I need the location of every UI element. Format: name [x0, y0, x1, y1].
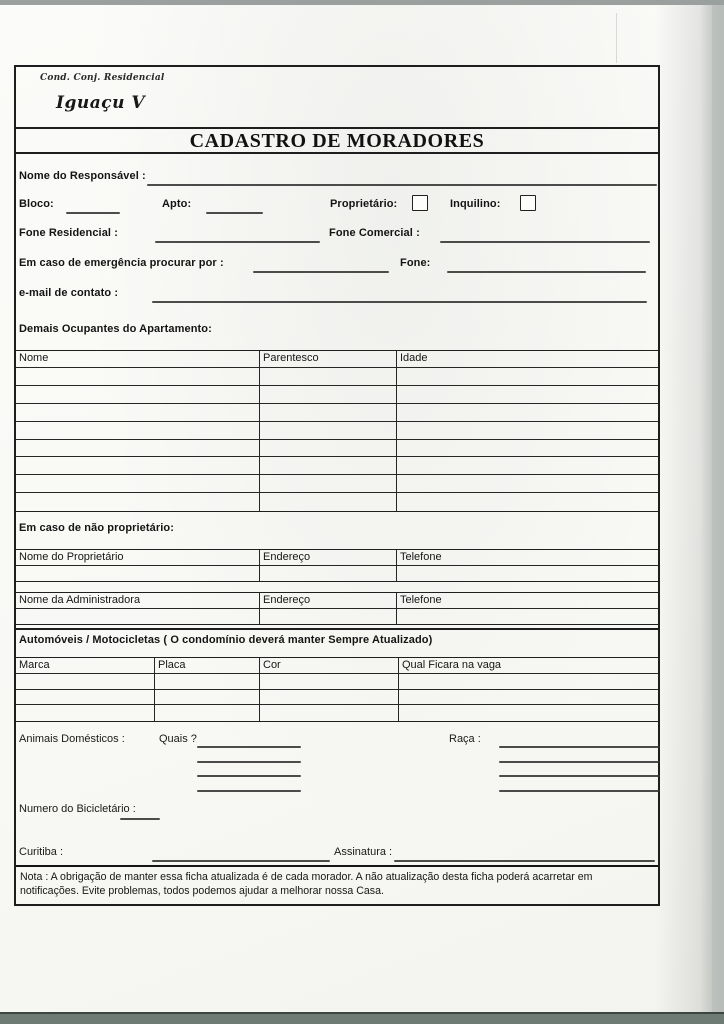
column-header: Nome — [16, 351, 260, 367]
empty-cell[interactable] — [397, 457, 658, 474]
city-date-line[interactable] — [152, 860, 330, 862]
empty-cell[interactable] — [397, 493, 658, 511]
empty-cell[interactable] — [260, 422, 397, 439]
vehicles-table — [16, 657, 658, 722]
empty-cell[interactable] — [260, 386, 397, 403]
table-row — [16, 475, 658, 493]
signature-label: Assinatura : — [334, 846, 393, 858]
paper-sheet — [0, 5, 712, 1014]
table-row — [16, 705, 658, 721]
fill-in-line[interactable] — [197, 790, 301, 792]
email-label: e-mail de contato : — [19, 287, 119, 299]
table-row — [16, 440, 658, 458]
empty-cell[interactable] — [16, 422, 260, 439]
empty-cell[interactable] — [260, 440, 397, 457]
empty-cell[interactable] — [399, 690, 658, 705]
empty-cell[interactable] — [16, 609, 260, 624]
table-row — [16, 690, 658, 706]
table-header-row — [16, 351, 658, 368]
empty-cell[interactable] — [16, 690, 155, 705]
column-header: Cor — [260, 658, 399, 673]
table-row — [16, 386, 658, 404]
fill-in-line[interactable] — [499, 746, 660, 748]
emergency-fone-line[interactable] — [447, 271, 646, 273]
table-row — [16, 566, 658, 581]
empty-cell[interactable] — [397, 404, 658, 421]
empty-cell[interactable] — [397, 609, 658, 624]
paper-crease — [616, 13, 617, 63]
empty-cell[interactable] — [16, 705, 155, 721]
column-header: Telefone — [400, 551, 442, 563]
table-row — [16, 422, 658, 440]
non-owner-section-label: Em caso de não proprietário: — [19, 522, 175, 534]
table-row — [16, 457, 658, 475]
empty-cell[interactable] — [260, 609, 397, 624]
city-date-label: Curitiba : — [19, 846, 64, 858]
fill-in-line[interactable] — [197, 761, 301, 763]
table-row — [16, 609, 658, 624]
emergency-contact-label: Em caso de emergência procurar por : — [19, 257, 224, 269]
empty-cell[interactable] — [16, 457, 260, 474]
pets-quais-lines — [197, 746, 301, 792]
empty-cell[interactable] — [155, 690, 260, 705]
empty-cell[interactable] — [260, 404, 397, 421]
column-header: Placa — [155, 658, 260, 673]
scanner-edge-right — [700, 5, 724, 1012]
table-header-row — [16, 658, 658, 674]
table-row — [16, 368, 658, 386]
empty-cell[interactable] — [397, 386, 658, 403]
column-header: Nome do Proprietário — [16, 550, 260, 565]
administrator-table — [16, 592, 658, 625]
note-box — [16, 865, 658, 906]
pets-quais-label: Quais ? — [159, 733, 197, 745]
empty-cell[interactable] — [397, 422, 658, 439]
fone-comercial-label: Fone Comercial : — [329, 227, 420, 239]
apto-label: Apto: — [162, 198, 192, 210]
occupants-section-label: Demais Ocupantes do Apartamento: — [19, 323, 212, 335]
emergency-fone-label: Fone: — [400, 257, 431, 269]
form-title: CADASTRO DE MORADORES — [189, 130, 485, 152]
column-header: Parentesco — [260, 351, 397, 367]
owner-table — [16, 549, 658, 582]
empty-cell[interactable] — [16, 404, 260, 421]
table-row — [16, 404, 658, 422]
inquilino-label: Inquilino: — [450, 198, 501, 210]
bloco-label: Bloco: — [19, 198, 54, 210]
inquilino-checkbox[interactable] — [520, 195, 536, 211]
pets-raca-lines — [499, 746, 660, 792]
proprietario-label: Proprietário: — [330, 198, 398, 210]
vehicles-section-label: Automóveis / Motocicletas ( O condomínio deverá manter Sempre Atualizado) — [19, 634, 433, 646]
empty-cell[interactable] — [260, 690, 399, 705]
empty-cell[interactable] — [260, 368, 397, 385]
column-header: Endereço — [260, 593, 397, 608]
empty-cell[interactable] — [16, 368, 260, 385]
emergency-contact-line[interactable] — [253, 271, 389, 273]
fill-in-line[interactable] — [197, 775, 301, 777]
signature-line[interactable] — [394, 860, 655, 862]
empty-cell[interactable] — [16, 440, 260, 457]
title-band — [16, 127, 658, 154]
fone-residencial-label: Fone Residencial : — [19, 227, 118, 239]
empty-cell[interactable] — [397, 566, 658, 581]
empty-cell[interactable] — [397, 440, 658, 457]
empty-cell[interactable] — [16, 475, 260, 492]
empty-cell[interactable] — [260, 566, 397, 581]
email-line[interactable] — [152, 301, 647, 303]
occupants-table — [16, 350, 658, 512]
fone-comercial-line[interactable] — [440, 241, 650, 243]
column-header: Endereço — [260, 550, 397, 565]
empty-cell[interactable] — [16, 493, 260, 511]
registration-form — [14, 65, 660, 906]
column-header: Marca — [16, 658, 155, 673]
condo-name-text: Iguaçu V — [56, 93, 146, 113]
proprietario-checkbox[interactable] — [412, 195, 428, 211]
scanner-edge-bottom — [0, 1012, 724, 1024]
empty-cell[interactable] — [260, 475, 397, 492]
column-header: Qual Ficara na vaga — [402, 659, 502, 671]
column-header: Nome da Administradora — [16, 593, 260, 608]
bike-rack-label: Numero do Bicicletário : — [19, 803, 136, 815]
responsible-name-label: Nome do Responsável : — [19, 170, 146, 182]
column-header: Telefone — [400, 594, 442, 606]
fill-in-line[interactable] — [499, 775, 660, 777]
column-header: Idade — [400, 352, 428, 364]
apto-line[interactable] — [206, 212, 263, 214]
table-header-row — [16, 550, 658, 566]
empty-cell[interactable] — [155, 705, 260, 721]
empty-cell[interactable] — [155, 674, 260, 689]
empty-cell[interactable] — [260, 674, 399, 689]
empty-cell[interactable] — [399, 674, 658, 689]
empty-cell[interactable] — [397, 475, 658, 492]
pets-raca-label: Raça : — [449, 733, 481, 745]
fone-residencial-line[interactable] — [155, 241, 320, 243]
responsible-name-line[interactable] — [147, 184, 657, 186]
note-text: Nota : A obrigação de manter essa ficha atualizada é de cada morador. A não atualização desta ficha poderá acarretar em notificações. Evite problemas, todos podemos ajudar a melhorar nossa Casa. — [20, 871, 593, 897]
table-row — [16, 674, 658, 690]
fill-in-line[interactable] — [499, 790, 660, 792]
fill-in-line[interactable] — [197, 746, 301, 748]
empty-cell[interactable] — [399, 705, 658, 721]
empty-cell[interactable] — [16, 674, 155, 689]
bike-rack-line[interactable] — [120, 818, 160, 820]
condo-type-text: Cond. Conj. Residencial — [40, 73, 165, 83]
section-divider — [16, 628, 658, 630]
empty-cell[interactable] — [260, 457, 397, 474]
bloco-line[interactable] — [66, 212, 120, 214]
empty-cell[interactable] — [260, 493, 397, 511]
empty-cell[interactable] — [16, 386, 260, 403]
empty-cell[interactable] — [260, 705, 399, 721]
empty-cell[interactable] — [16, 566, 260, 581]
table-header-row — [16, 593, 658, 609]
empty-cell[interactable] — [397, 368, 658, 385]
table-row — [16, 493, 658, 511]
pets-label: Animais Domésticos : — [19, 733, 125, 745]
fill-in-line[interactable] — [499, 761, 660, 763]
